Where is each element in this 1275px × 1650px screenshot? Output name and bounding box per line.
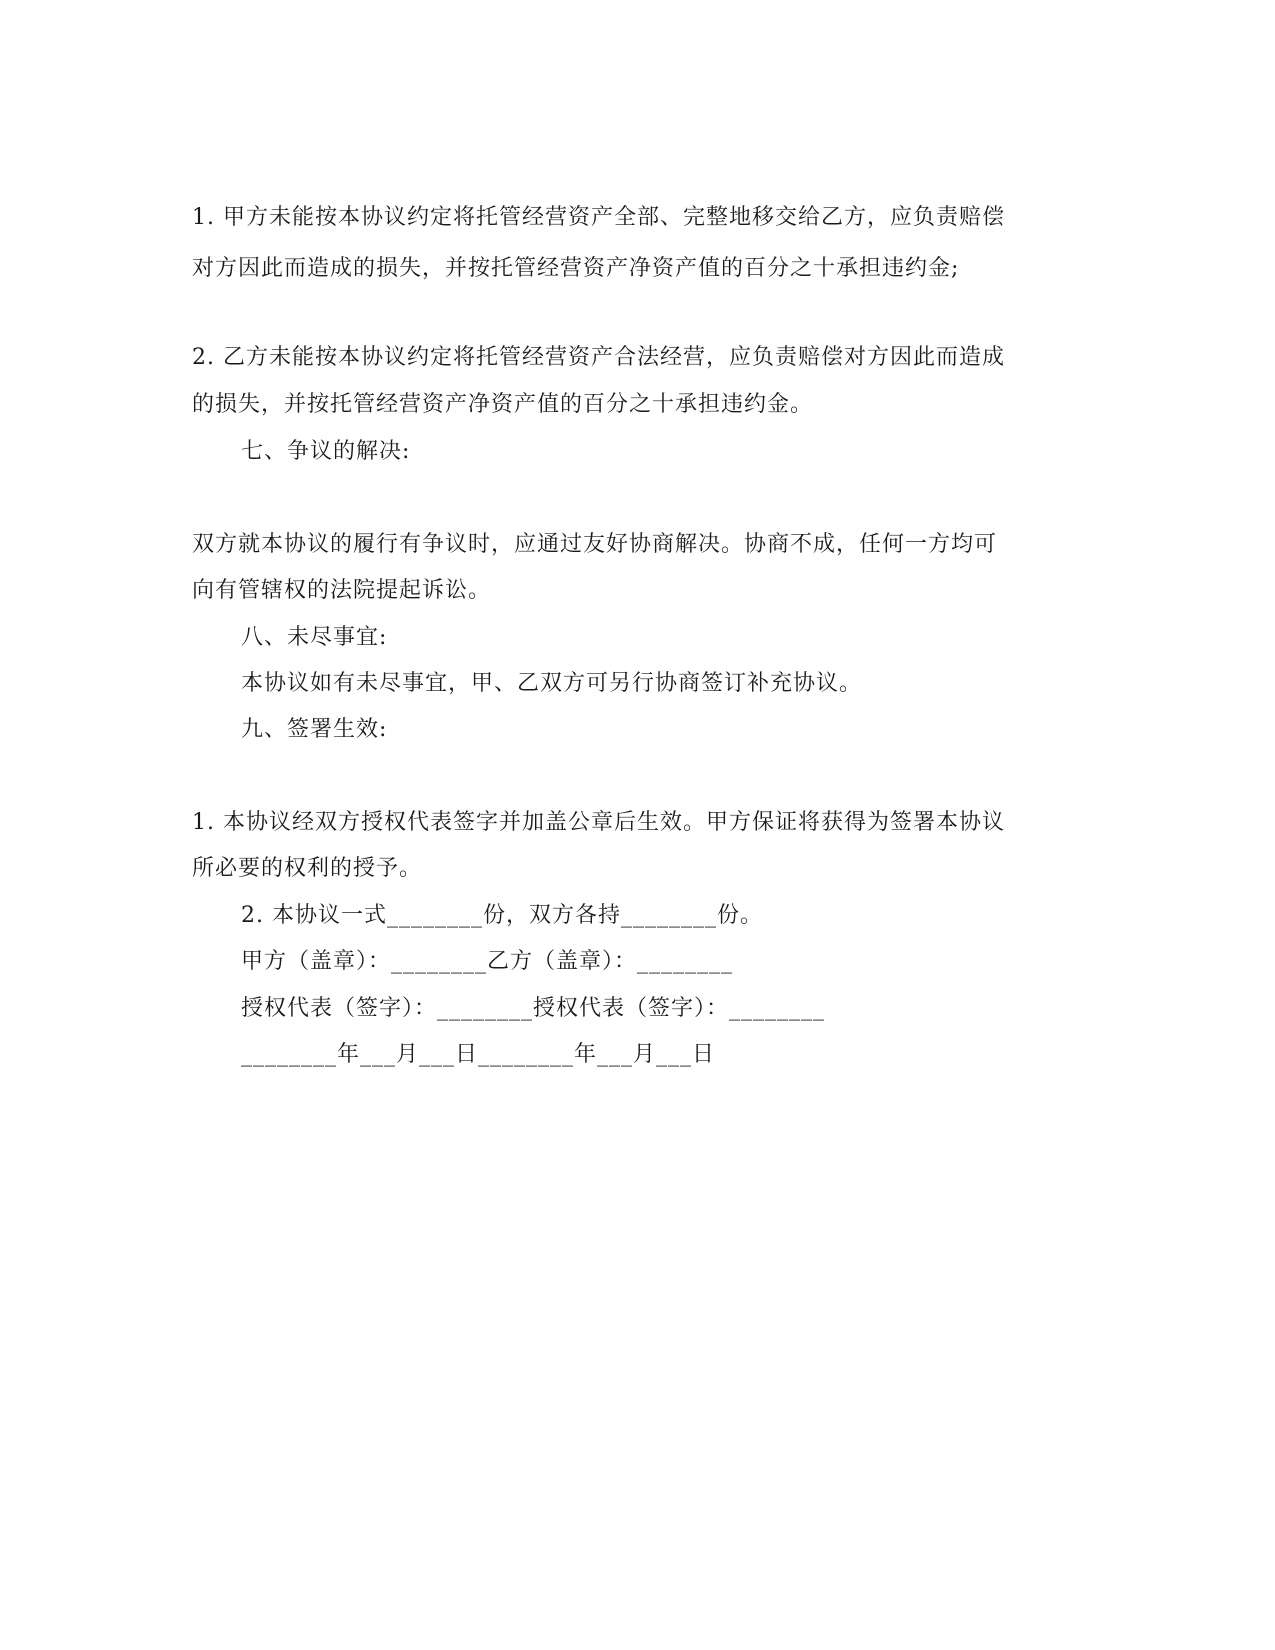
section-heading-other-matters: 八、未尽事宜: xyxy=(241,625,388,650)
breach-clause-1-line-1: 1. 甲方未能按本协议约定将托管经营资产全部、完整地移交给乙方，应负责赔偿 xyxy=(192,205,1005,230)
signature-line: 授权代表（签字）：________授权代表（签字）：________ xyxy=(241,996,826,1021)
dispute-text-line-2: 向有管辖权的法院提起诉讼。 xyxy=(192,578,492,603)
effectiveness-clause-1-line-2: 所必要的权利的授予。 xyxy=(192,856,423,881)
section-heading-effectiveness: 九、签署生效: xyxy=(241,717,388,742)
breach-clause-2-line-1: 2. 乙方未能按本协议约定将托管经营资产合法经营，应负责赔偿对方因此而造成 xyxy=(192,345,1005,370)
dispute-text-line-1: 双方就本协议的履行有争议时，应通过友好协商解决。协商不成，任何一方均可 xyxy=(192,532,998,557)
effectiveness-clause-1-line-1: 1. 本协议经双方授权代表签字并加盖公章后生效。甲方保证将获得为签署本协议 xyxy=(192,810,1005,835)
breach-clause-1-line-2: 对方因此而造成的损失，并按托管经营资产净资产值的百分之十承担违约金; xyxy=(192,256,960,281)
copies-clause: 2. 本协议一式________份，双方各持________份。 xyxy=(241,903,763,928)
seal-line: 甲方（盖章）：________乙方（盖章）：________ xyxy=(241,949,734,974)
other-matters-text: 本协议如有未尽事宜，甲、乙双方可另行协商签订补充协议。 xyxy=(241,671,863,696)
date-line: ________年___月___日________年___月___日 xyxy=(241,1042,716,1067)
breach-clause-2-line-2: 的损失，并按托管经营资产净资产值的百分之十承担违约金。 xyxy=(192,392,814,417)
section-heading-dispute: 七、争议的解决: xyxy=(241,439,411,464)
